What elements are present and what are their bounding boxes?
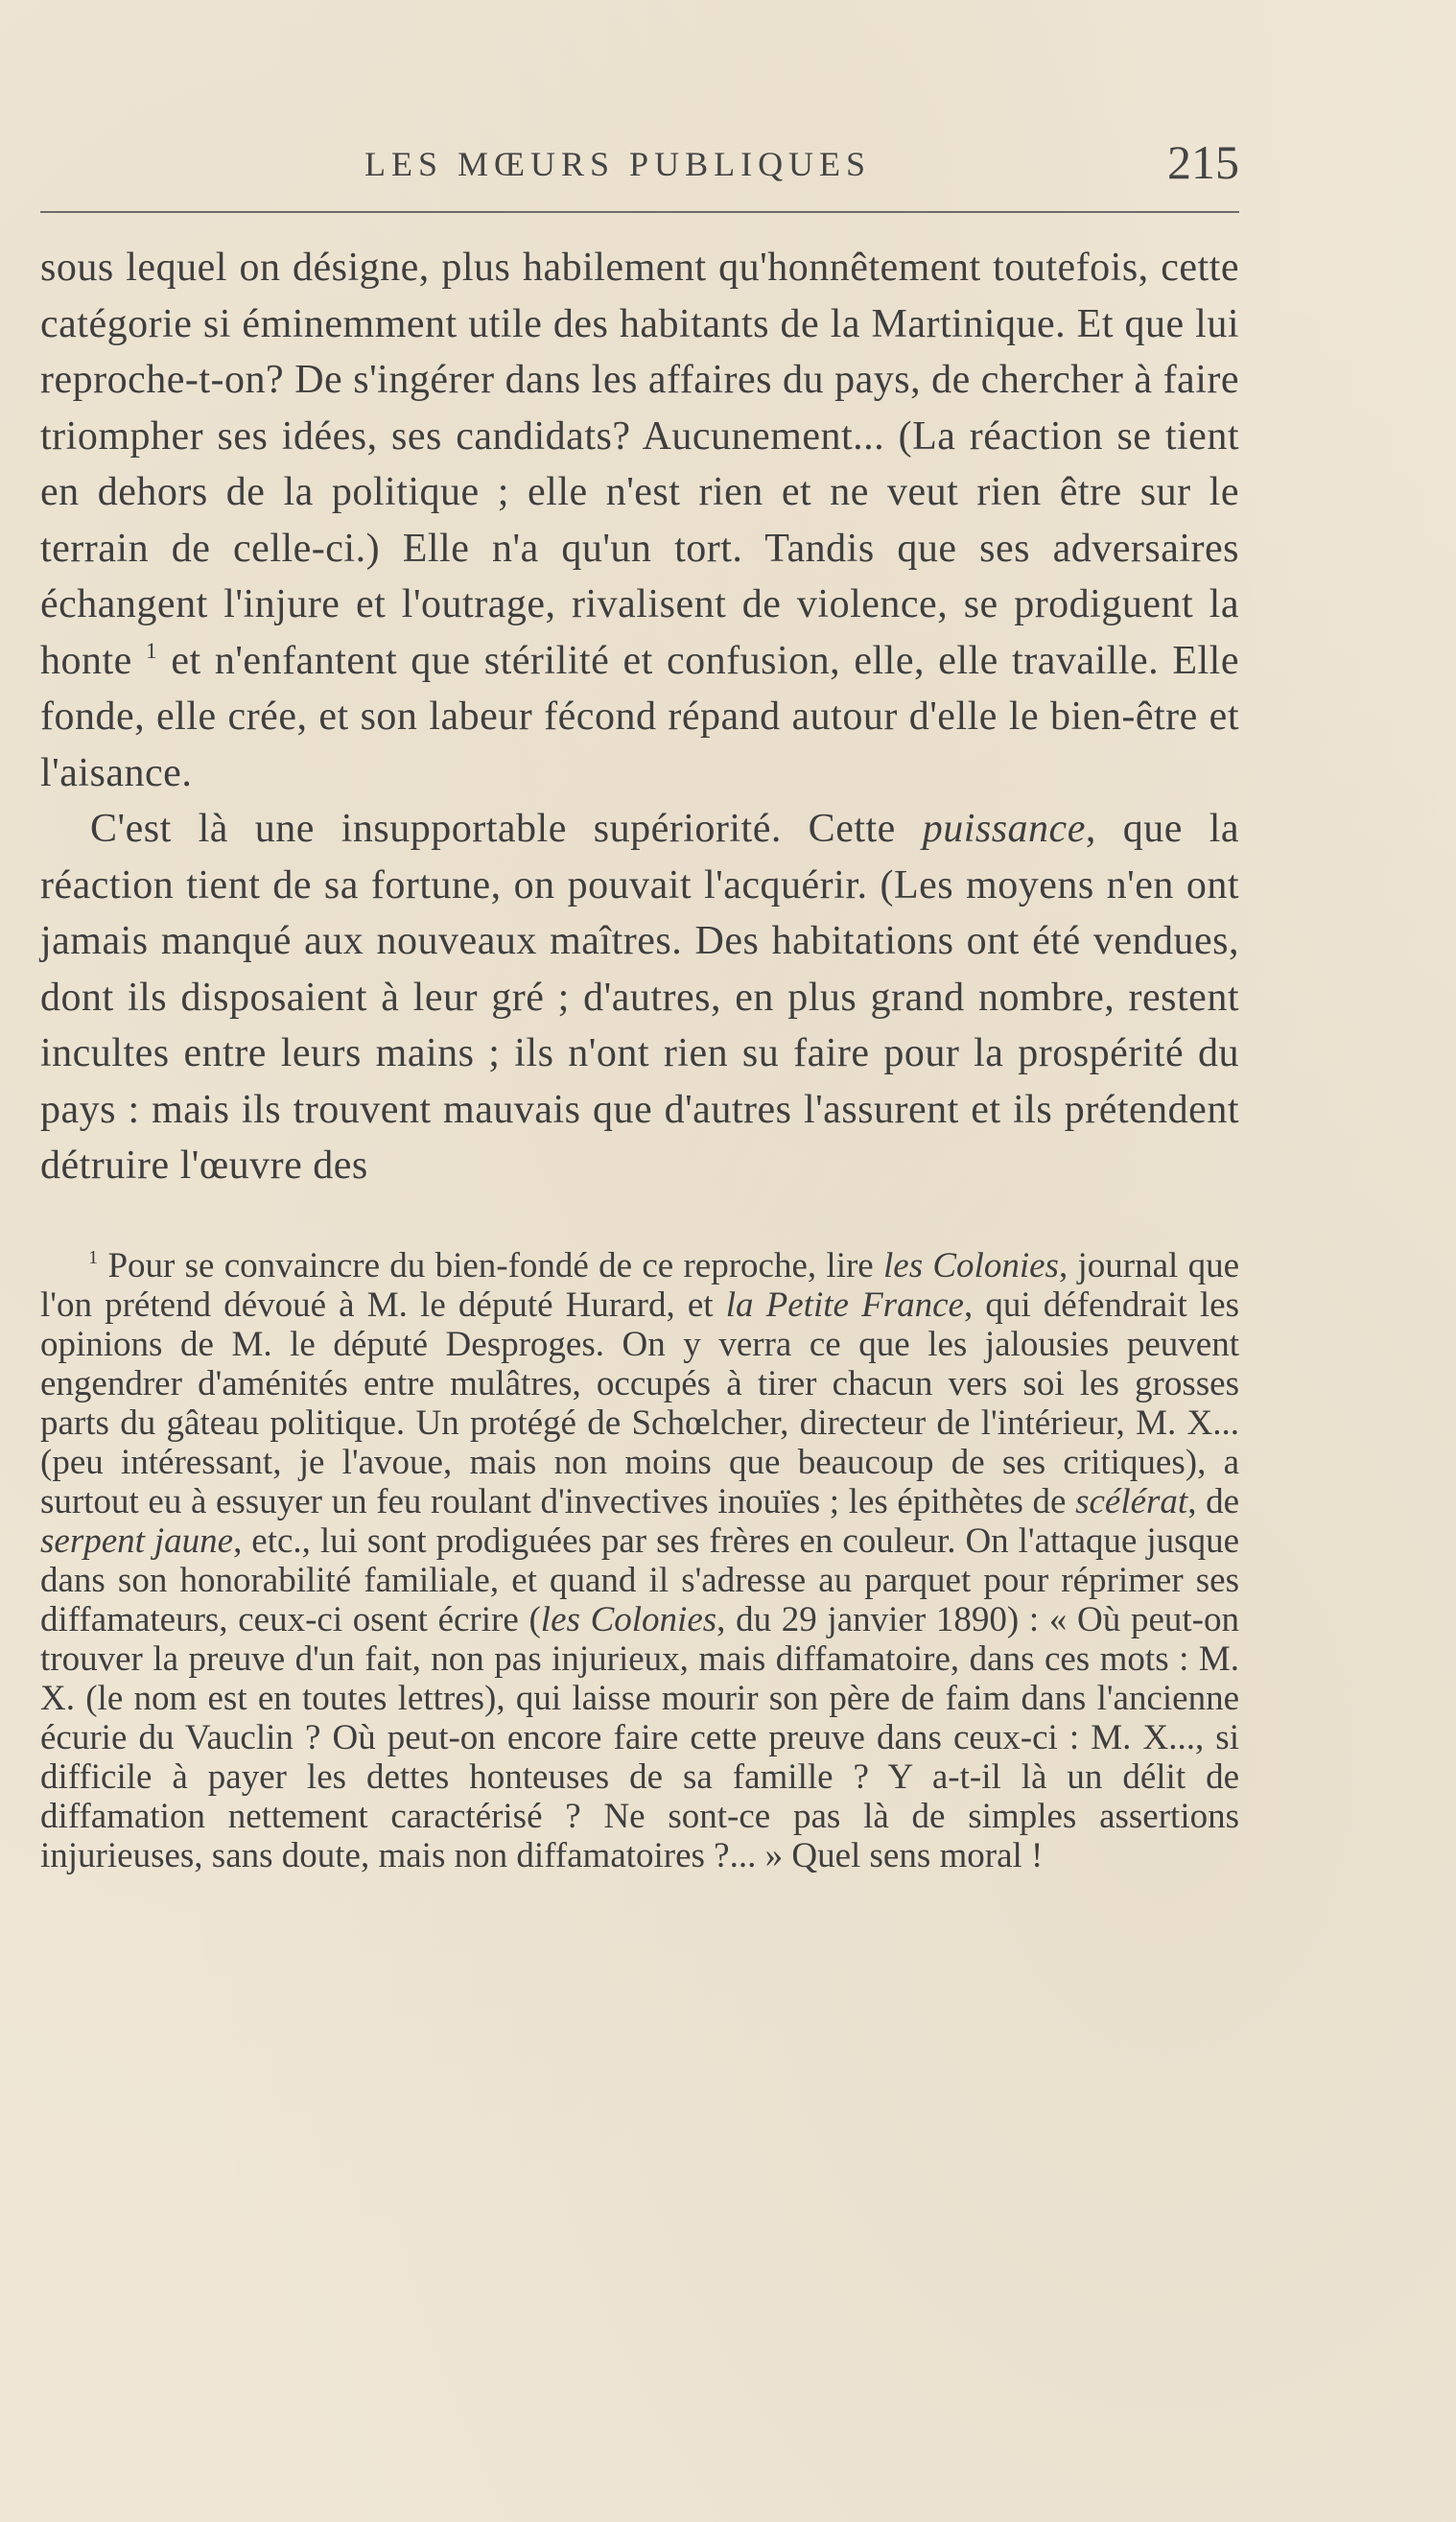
footnote-italic-4: serpent jaune [40,1520,234,1561]
paragraph-1 [40,240,1239,801]
running-title: LES MŒURS PUBLIQUES [364,145,872,183]
footnote-mark: 1 [88,1246,99,1268]
footnote-text-2: , journal que l'on prétend dévoué à M. le député Hurard, et [40,1245,1239,1325]
paragraph-1-text-a: sous lequel on désigne, plus habilement qu'honnêtement toutefois, cette catégorie si éminemment utile des habitants de la Martinique. Et que lui reproche-t-on? De s'ingérer dans les affaires du pays, de chercher à faire triompher ses idées, ses candidats? Aucunement... (La réaction se tient en dehors de la politique ; elle n'est rien et ne veut rien être sur le terrain de celle-ci.) Elle n'a qu'un tort. Tandis que ses adversaires échangent l'injure et l'outrage, rivalisent de violence, se prodiguent la honte [40,246,1239,683]
footnote-italic-1: les Colonies [883,1245,1059,1285]
paragraph-1-text-b: et n'enfantent que stérilité et confusion, elle, elle travaille. Elle fonde, elle crée, et son labeur fécond répand autour d'elle le bien-être et l'aisance. [40,638,1239,795]
paragraph-2-text-a: C'est là une insupportable supériorité. Cette [90,807,923,851]
footnote-italic-2: la Petite France [725,1285,964,1325]
paragraph-2-text-b: , que la réaction tient de sa fortune, on pouvait l'acquérir. (Les moyens n'en ont jamais manqué aux nouveaux maîtres. Des habitations ont été vendues, dont ils disposaient à leur gré ; d'autres, en plus grand nombre, restent incultes entre leurs mains ; ils n'ont rien su faire pour la prospérité du pays : mais ils trouvent mauvais que d'autres l'assurent et ils prétendent détruire l'œuvre des [40,807,1240,1188]
page-number: 215 [1167,135,1239,189]
footnote-text-3: , qui défendrait les opinions de M. le député Desproges. On y verra ce que les jalousies peuvent engendrer d'aménités entre mulâtres, occupés à tirer chacun vers soi les grosses parts du gâteau politique. Un protégé de Schœlcher, directeur de l'intérieur, M. X... (peu intéressant, je l'avoue, mais non moins que beaucoup de ses critiques), a surtout eu à essuyer un feu roulant d'invectives inouïes ; les épithètes de [40,1285,1239,1521]
footnote-italic-5: les Colonies [540,1599,717,1639]
main-text [40,240,1239,1194]
footnote-1 [40,1246,1239,1875]
footnote-text-1: Pour se convaincre du bien-fondé de ce reproche, lire [98,1245,883,1285]
paragraph-2 [40,801,1239,1194]
footnote-text-4: , de [1187,1481,1239,1521]
paragraph-2-italic: puissance [922,807,1086,851]
running-head [40,115,1239,213]
book-page [40,115,1239,1875]
footnote-text-5: , etc., lui sont prodiguées par ses frères en couleur. On l'attaque jusque dans son honorabilité familiale, et quand il s'adresse au parquet pour réprimer ses diffamateurs, ceux-ci osent écrire ( [40,1520,1239,1639]
footnote-reference: 1 [146,637,158,663]
footnote-text-6: , du 29 janvier 1890) : « Où peut-on trouver la preuve d'un fait, non pas injurieux, mais diffamatoire, dans ces mots : M. X. (le nom est en toutes lettres), qui laisse mourir son père de faim dans l'ancienne écurie du Vauclin ? Où peut-on encore faire cette preuve dans ceux-ci : M. X..., si difficile à payer les dettes honteuses de sa famille ? Y a-t-il là un délit de diffamation nettement caractérisé ? Ne sont-ce pas là de simples assertions injurieuses, sans doute, mais non diffamatoires ?... » Quel sens moral ! [40,1599,1239,1875]
footnotes [40,1246,1239,1875]
footnote-italic-3: scélérat [1075,1481,1188,1521]
